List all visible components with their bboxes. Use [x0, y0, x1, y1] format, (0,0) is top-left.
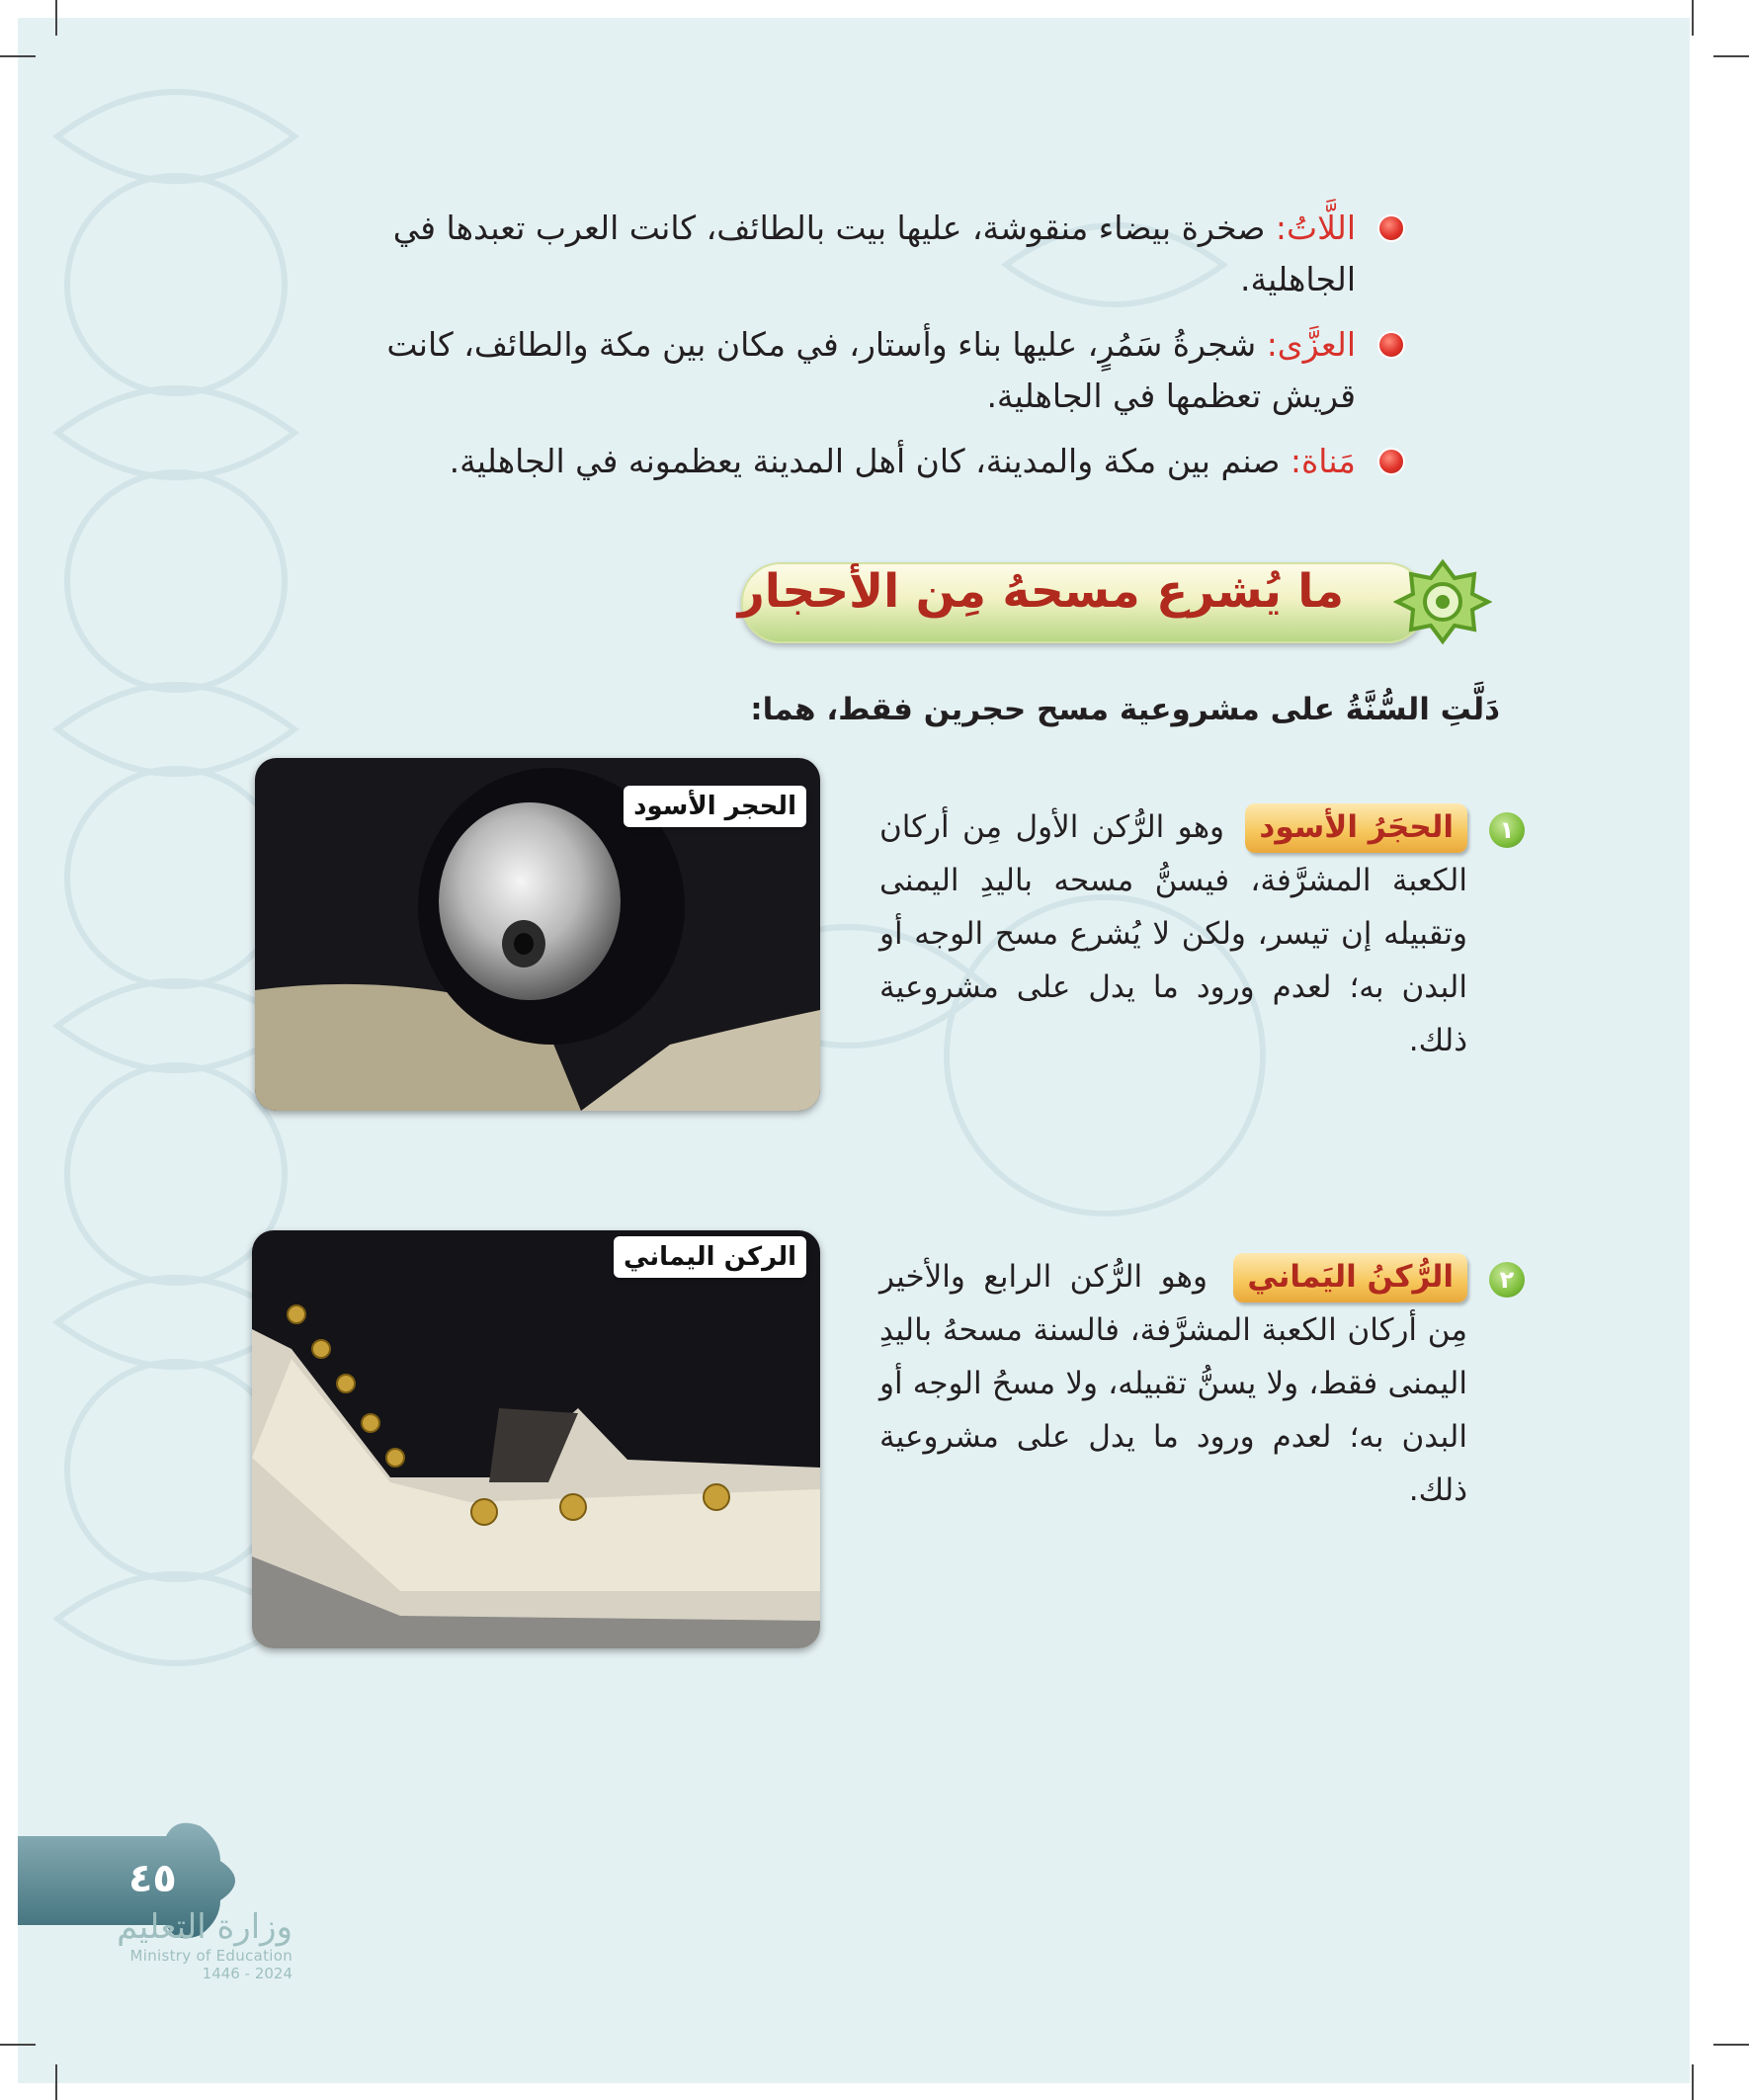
item-tag: الرُّكنُ اليَماني: [1233, 1253, 1467, 1302]
crop-mark: [55, 2064, 57, 2100]
bullet-dot-icon: [1379, 333, 1403, 357]
crop-mark: [1692, 0, 1694, 36]
definition: صخرة بيضاء منقوشة، عليها بيت بالطائف، كانت العرب تعبدها في الجاهلية.: [392, 209, 1356, 298]
item-text: وهو الرُّكن الأول مِن أركان الكعبة المشرَّفة، فيسنُّ مسحه باليدِ اليمنى وتقبيله إن تيسر، ولكن لا يُشرع مسح الوجه أو البدن به؛ لعدم ورود ما يدل على مشروعية ذلك.: [879, 809, 1467, 1058]
item-number: ١: [1489, 812, 1525, 848]
item-tag: الحجَرُ الأسود: [1245, 803, 1467, 853]
photo-label: الركن اليماني: [614, 1236, 806, 1278]
list-item: [296, 319, 1403, 422]
idol-list: [296, 203, 1403, 501]
list-item: [296, 436, 1403, 487]
stone-item: [879, 800, 1515, 1067]
section-title: ما يُشرع مسحهُ مِن الأحجار: [737, 564, 1344, 619]
ministry-name-ar: وزارة التعليم: [117, 1907, 292, 1947]
ministry-year: 2024 - 1446: [202, 1965, 292, 1982]
crop-mark: [1692, 2064, 1694, 2100]
crop-mark: [1713, 2044, 1749, 2046]
term: اللَّاتُ:: [1275, 209, 1356, 247]
flower-ornament-icon: [1393, 556, 1492, 647]
list-item: [296, 203, 1403, 305]
ministry-name-en: Ministry of Education: [129, 1947, 292, 1965]
definition: صنم بين مكة والمدينة، كان أهل المدينة يعظمونه في الجاهلية.: [449, 442, 1291, 480]
crop-mark: [55, 0, 57, 36]
black-stone-photo: [255, 758, 820, 1111]
crop-mark: [1713, 55, 1749, 57]
item-text: وهو الرُّكن الرابع والأخير مِن أركان الكعبة المشرَّفة، فالسنة مسحهُ باليدِ اليمنى فقط، ولا يسنُّ تقبيله، ولا مسحُ الوجه أو البدن به؛ لعدم ورود ما يدل على مشروعية ذلك.: [879, 1259, 1467, 1508]
term: مَناة:: [1290, 442, 1356, 480]
yemeni-corner-image: [252, 1230, 820, 1648]
bullet-dot-icon: [1379, 216, 1403, 240]
bullet-dot-icon: [1379, 450, 1403, 473]
item-number: ٢: [1489, 1262, 1525, 1298]
photo-label: الحجر الأسود: [624, 786, 806, 827]
section-header: [737, 556, 1492, 647]
term: العزَّى:: [1266, 325, 1356, 364]
yemeni-corner-photo: [252, 1230, 820, 1648]
stone-item: [879, 1250, 1515, 1517]
crop-mark: [0, 55, 36, 57]
page-number: ٤٥: [128, 1856, 177, 1901]
ministry-logo: [95, 1907, 292, 1982]
crop-mark: [0, 2044, 36, 2046]
intro-text: دَلَّتِ السُّنَّةُ على مشروعية مسح حجرين فقط، هما:: [750, 692, 1500, 727]
definition: شجرةُ سَمُرٍ، عليها بناء وأستار، في مكان بين مكة والطائف، كانت قريش تعظمها في الجاهلية.: [386, 325, 1356, 415]
